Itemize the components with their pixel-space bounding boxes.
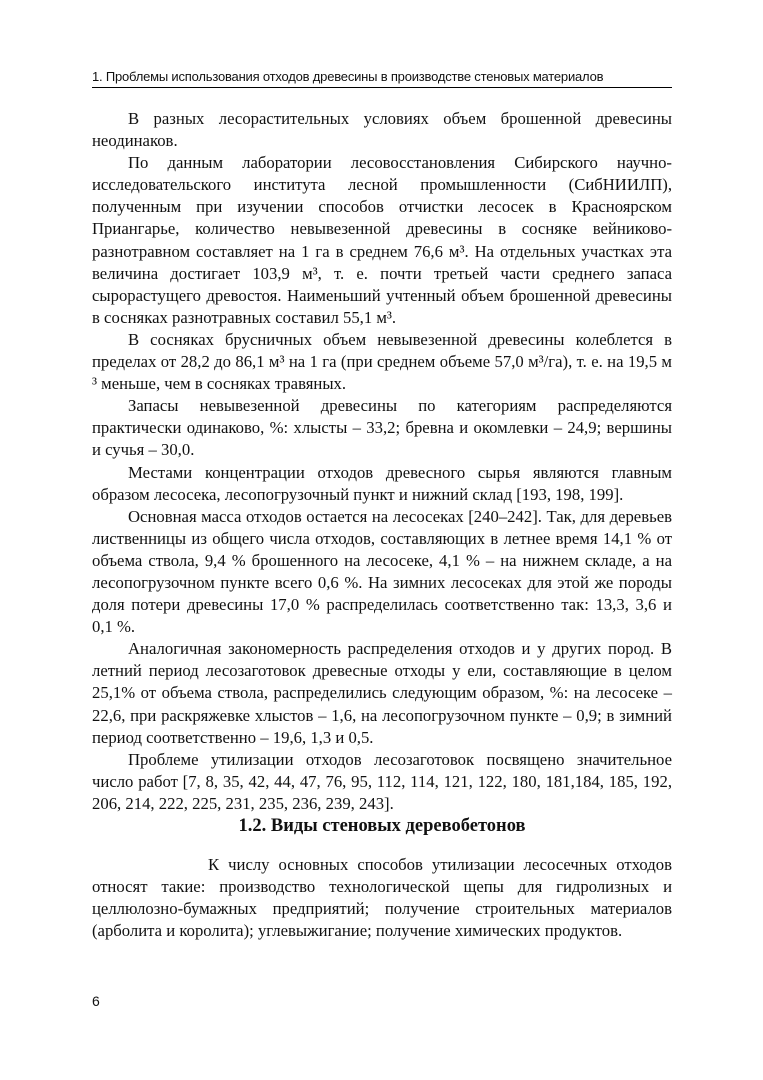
paragraph: Запасы невывезенной древесины по категориям распределяются практически одинаково, %: хлысты – 33,2; бревна и окомлевки – 24,9; вершины и сучья – 30,0.: [92, 396, 672, 460]
paragraph: Аналогичная закономерность распределения отходов и у других пород. В летний период лесозаготовок древесные отходы у ели, составляющие в целом 25,1% от объема ствола, распределились следующим образом, %: на лесосеке – 22,6, при раскряжевке хлыстов – 1,6, на лесопогрузочном пункте – 0,9; в зимний период соответственно – 19,6, 1,3 и 0,5.: [92, 639, 672, 747]
paragraph: Проблеме утилизации отходов лесозаготовок посвящено значительное число работ [7, 8, 35, 42, 44, 47, 76, 95, 112, 114, 121, 122, 180, 181,184, 185, 192, 206, 214, 222, 225, 231, 235, 236, 239, 243].: [92, 749, 672, 813]
section-heading: 1.2. Виды стеновых деревобетонов: [238, 816, 526, 836]
paragraph: Местами концентрации отходов древесного сырья являются главным образом лесосека, лесопогрузочный пункт и нижний склад [193, 198, 199].: [92, 462, 672, 504]
paragraph: В сосняках брусничных объем невывезенной древесины колеблется в пределах от 28,2 до 86,1 м³ на 1 га (при среднем объеме 57,0 м³/га), т. е. на 19,5 м ³ меньше, чем в сосняках травяных.: [92, 329, 672, 394]
paragraph: К числу основных способов утилизации лесосечных отходов относят такие: производство технологической щепы для гидролизных и целлюлозно-бумажных предприятий; получение строительных материалов (арболита и королита); углевыжигание; получение химических продуктов.: [92, 855, 672, 941]
paragraph: Основная масса отходов остается на лесосеках [240–242]. Так, для деревьев лиственницы из общего числа отходов, составляющих в летнее время 14,1 % от объема ствола, 9,4 % брошенного на лесосеке, 4,1 % – на нижнем складе, а на лесопогрузочном пункте всего 0,6 %. На зимних лесосеках для этой же породы доля потери древесины 17,0 % распределилась соответственно так: 13,3, 3,6 и 0,1 %.: [92, 506, 672, 637]
section-text: [92, 854, 672, 942]
running-header: 1. Проблемы использования отходов древесины в производстве стеновых материалов: [92, 69, 672, 88]
page-number: 6: [92, 993, 100, 1009]
paragraph: В разных лесорастительных условиях объем брошенной древесины неодинаков.: [92, 109, 672, 151]
paragraph: По данным лаборатории лесовосстановления Сибирского научно-исследовательского института лесной промышленности (СибНИИЛП), полученным при изучении способов отчистки лесосек в Красноярском Приангарье, количество невывезенной древесины в сосняке вейниково-разнотравном составляет на 1 га в среднем 76,6 м³. На отдельных участках эта величина достигает 103,9 м³, т. е. почти третьей части среднего запаса сырорастущего древостоя. Наименьший учтенный объем брошенной древесины в сосняках разнотравных составил 55,1 м³.: [92, 153, 672, 327]
body-text: [92, 108, 672, 815]
